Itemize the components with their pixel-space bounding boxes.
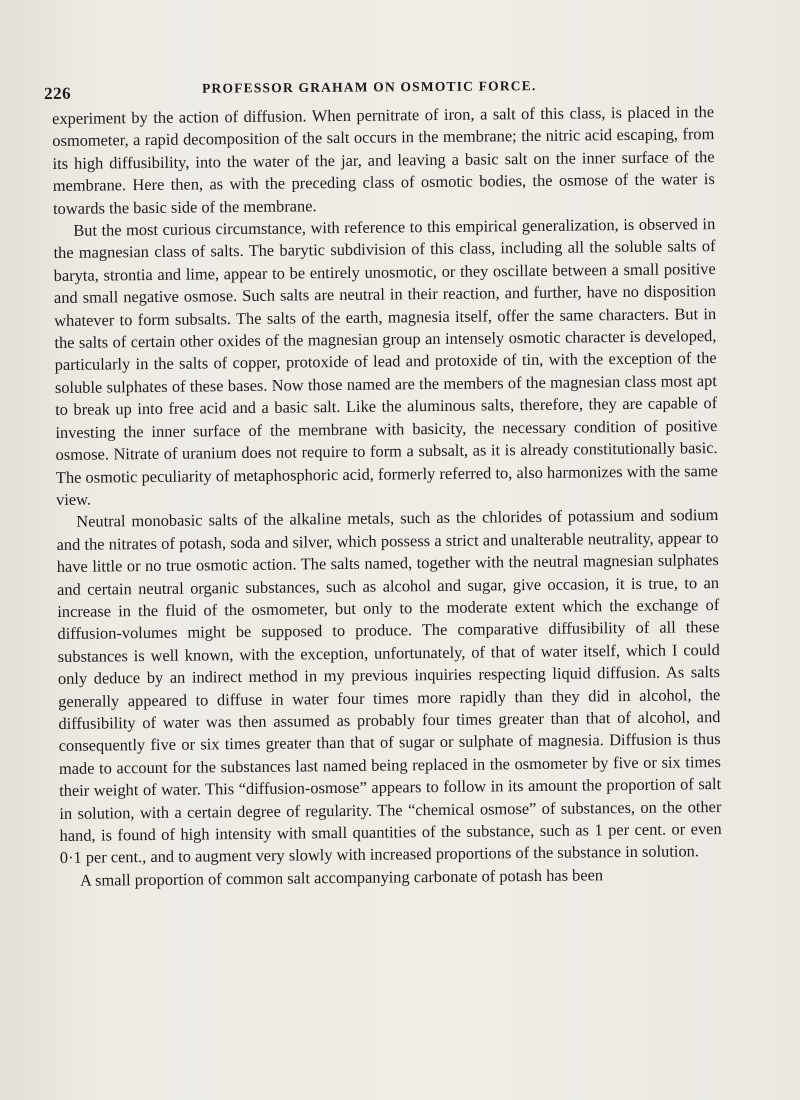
body-text <box>52 101 722 892</box>
running-title: PROFESSOR GRAHAM ON OSMOTIC FORCE. <box>202 78 537 96</box>
page-header <box>44 75 714 104</box>
page-number: 226 <box>44 83 72 103</box>
paragraph-continuation: experiment by the action of diffusion. When pernitrate of iron, a salt of this class, is placed in the osmometer, a rapid decomposition of the salt occurs in the membrane; the nitric acid escaping, from its high diffusibility, into the water of the jar, and leaving a basic salt on the inner surface of the membrane. Here then, as with the preceding class of osmotic bodies, the osmose of the water is towards the basic side of the membrane. <box>52 102 715 218</box>
paragraph-magnesian-salts: But the most curious circumstance, with reference to this empirical generalization, is observed in the magnesian class of salts. The barytic subdivision of this class, including all the soluble salts of baryta, strontia and lime, appear to be entirely unosmotic, or they oscillate between a small positive and small negative osmose. Such salts are neutral in their reaction, and further, have no disposition whatever to form subsalts. The salts of the earth, magnesia itself, offer the same characters. But in the salts of certain other oxides of the magnesian group an intensely osmotic character is developed, particularly in the salts of copper, protoxide of lead and protoxide of tin, with the exception of the soluble sulphates of these bases. Now those named are the members of the magnesian class most apt to break up into free acid and a basic salt. Like the aluminous salts, therefore, they are capable of investing the inner surface of the membrane with basicity, the necessary condition of positive osmose. Nitrate of uranium does not require to form a subsalt, as it is already constitutionally basic. The osmotic peculiarity of metaphosphoric acid, formerly referred to, also harmonizes with the same view. <box>53 214 718 509</box>
paragraph-common-salt: A small proportion of common salt accompanying carbonate of potash has been <box>79 865 604 890</box>
paragraph-neutral-salts: Neutral monobasic salts of the alkaline metals, such as the chlorides of potassium and sodium and the nitrates of potash, soda and silver, which possess a strict and unalterable neutrality, appear to have little or no true osmotic action. The salts named, together with the neutral magnesian sulphates and certain neutral organic substances, such as alcohol and sugar, give occasion, it is true, to an increase in the fluid of the osmometer, but only to the moderate extent which the exchange of diffusion-volumes might be supposed to produce. The comparative diffusibility of all these substances is well known, with the exception, unfortunately, of that of water itself, which I could only deduce by an indirect method in my previous inquiries respecting liquid diffusion. As salts generally appeared to diffuse in water four times more rapidly than they did in alcohol, the diffusibility of water was then assumed as probably four times greater than that of alcohol, and consequently five or six times greater than that of sugar or sulphate of magnesia. Diffusion is thus made to account for the substances last named being replaced in the osmometer by five or six times their weight of water. This “diffusion-osmose” appears to follow in its amount the proportion of salt in solution, with a certain degree of regularity. The “chemical osmose” of substances, on the other hand, is found of high intensity with small quantities of the substance, such as 1 per cent. or even 0·1 per cent., and to augment very slowly with increased proportions of the substance in solution. <box>56 505 722 868</box>
